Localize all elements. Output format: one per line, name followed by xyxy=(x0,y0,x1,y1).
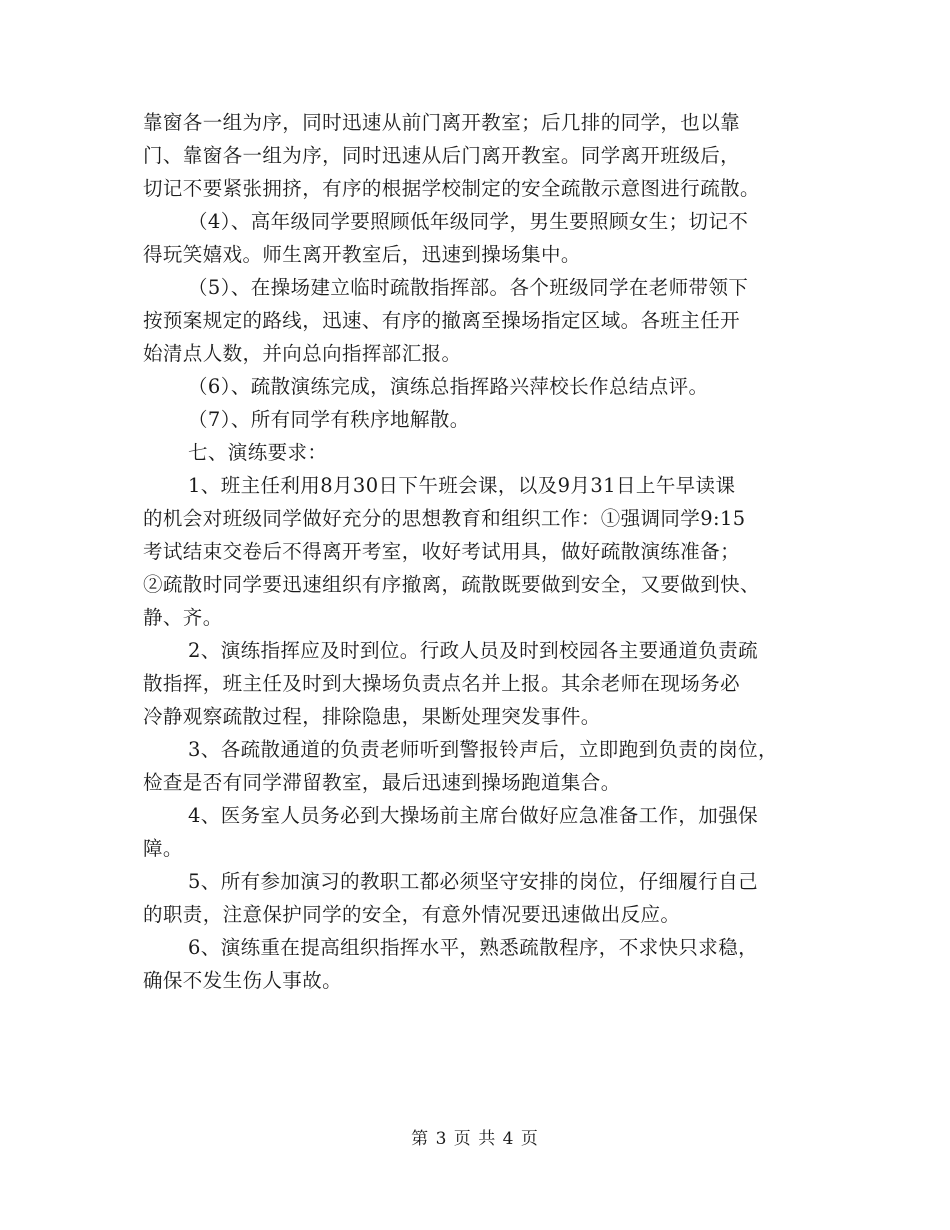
text-line: 靠窗各一组为序，同时迅速从前门离开教室；后几排的同学，也以靠 xyxy=(143,111,741,134)
page-footer: 第 3 页 共 4 页 xyxy=(411,1129,539,1149)
paragraph-start-line: 4、医务室人员务必到大操场前主席台做好应急准备工作，加强保 xyxy=(188,804,759,827)
section-heading: 七、演练要求： xyxy=(188,441,328,464)
document-body xyxy=(143,106,823,997)
paragraph-start-line: 6、演练重在提高组织指挥水平，熟悉疏散程序，不求快只求稳， xyxy=(188,936,759,959)
text-line: 的机会对班级同学做好充分的思想教育和组织工作：①强调同学9:15 xyxy=(143,507,746,530)
text-line: 障。 xyxy=(143,837,183,860)
text-line: 按预案规定的路线，迅速、有序的撤离至操场指定区域。各班主任开 xyxy=(143,309,741,332)
text-line: 的职责，注意保护同学的安全，有意外情况要迅速做出反应。 xyxy=(143,903,681,926)
text-line: 始清点人数，并向总向指挥部汇报。 xyxy=(143,342,462,365)
text-line: 考试结束交卷后不得离开考室，收好考试用具，做好疏散演练准备； xyxy=(143,540,741,563)
paragraph-start-line: （6）、疏散演练完成，演练总指挥路兴萍校长作总结点评。 xyxy=(188,375,709,398)
paragraph-start-line: （5）、在操场建立临时疏散指挥部。各个班级同学在老师带领下 xyxy=(188,276,749,299)
paragraph-start-line: 3、各疏散通道的负责老师听到警报铃声后，立即跑到负责的岗位， xyxy=(188,738,778,761)
paragraph-start-line: 2、演练指挥应及时到位。行政人员及时到校园各主要通道负责疏 xyxy=(188,639,759,662)
text-line: 切记不要紧张拥挤，有序的根据学校制定的安全疏散示意图进行疏散。 xyxy=(143,177,760,200)
text-line: 确保不发生伤人事故。 xyxy=(143,969,343,992)
text-line: 得玩笑嬉戏。师生离开教室后，迅速到操场集中。 xyxy=(143,243,581,266)
text-line: 散指挥，班主任及时到大操场负责点名并上报。其余老师在现场务必 xyxy=(143,672,741,695)
text-line: ②疏散时同学要迅速组织有序撤离，疏散既要做到安全，又要做到快、 xyxy=(143,573,760,596)
paragraph-start-line: （7）、所有同学有秩序地解散。 xyxy=(188,408,470,431)
text-line: 门、靠窗各一组为序，同时迅速从后门离开教室。同学离开班级后， xyxy=(143,144,741,167)
text-line: 静、齐。 xyxy=(143,606,223,629)
paragraph-start-line: 1、班主任利用8月30日下午班会课，以及9月31日上午早读课 xyxy=(188,474,736,497)
paragraph-start-line: 5、所有参加演习的教职工都必须坚守安排的岗位，仔细履行自己 xyxy=(188,870,759,893)
paragraph-start-line: （4）、高年级同学要照顾低年级同学，男生要照顾女生；切记不 xyxy=(188,210,749,233)
text-line: 冷静观察疏散过程，排除隐患，果断处理突发事件。 xyxy=(143,705,601,728)
text-line: 检查是否有同学滞留教室，最后迅速到操场跑道集合。 xyxy=(143,771,621,794)
